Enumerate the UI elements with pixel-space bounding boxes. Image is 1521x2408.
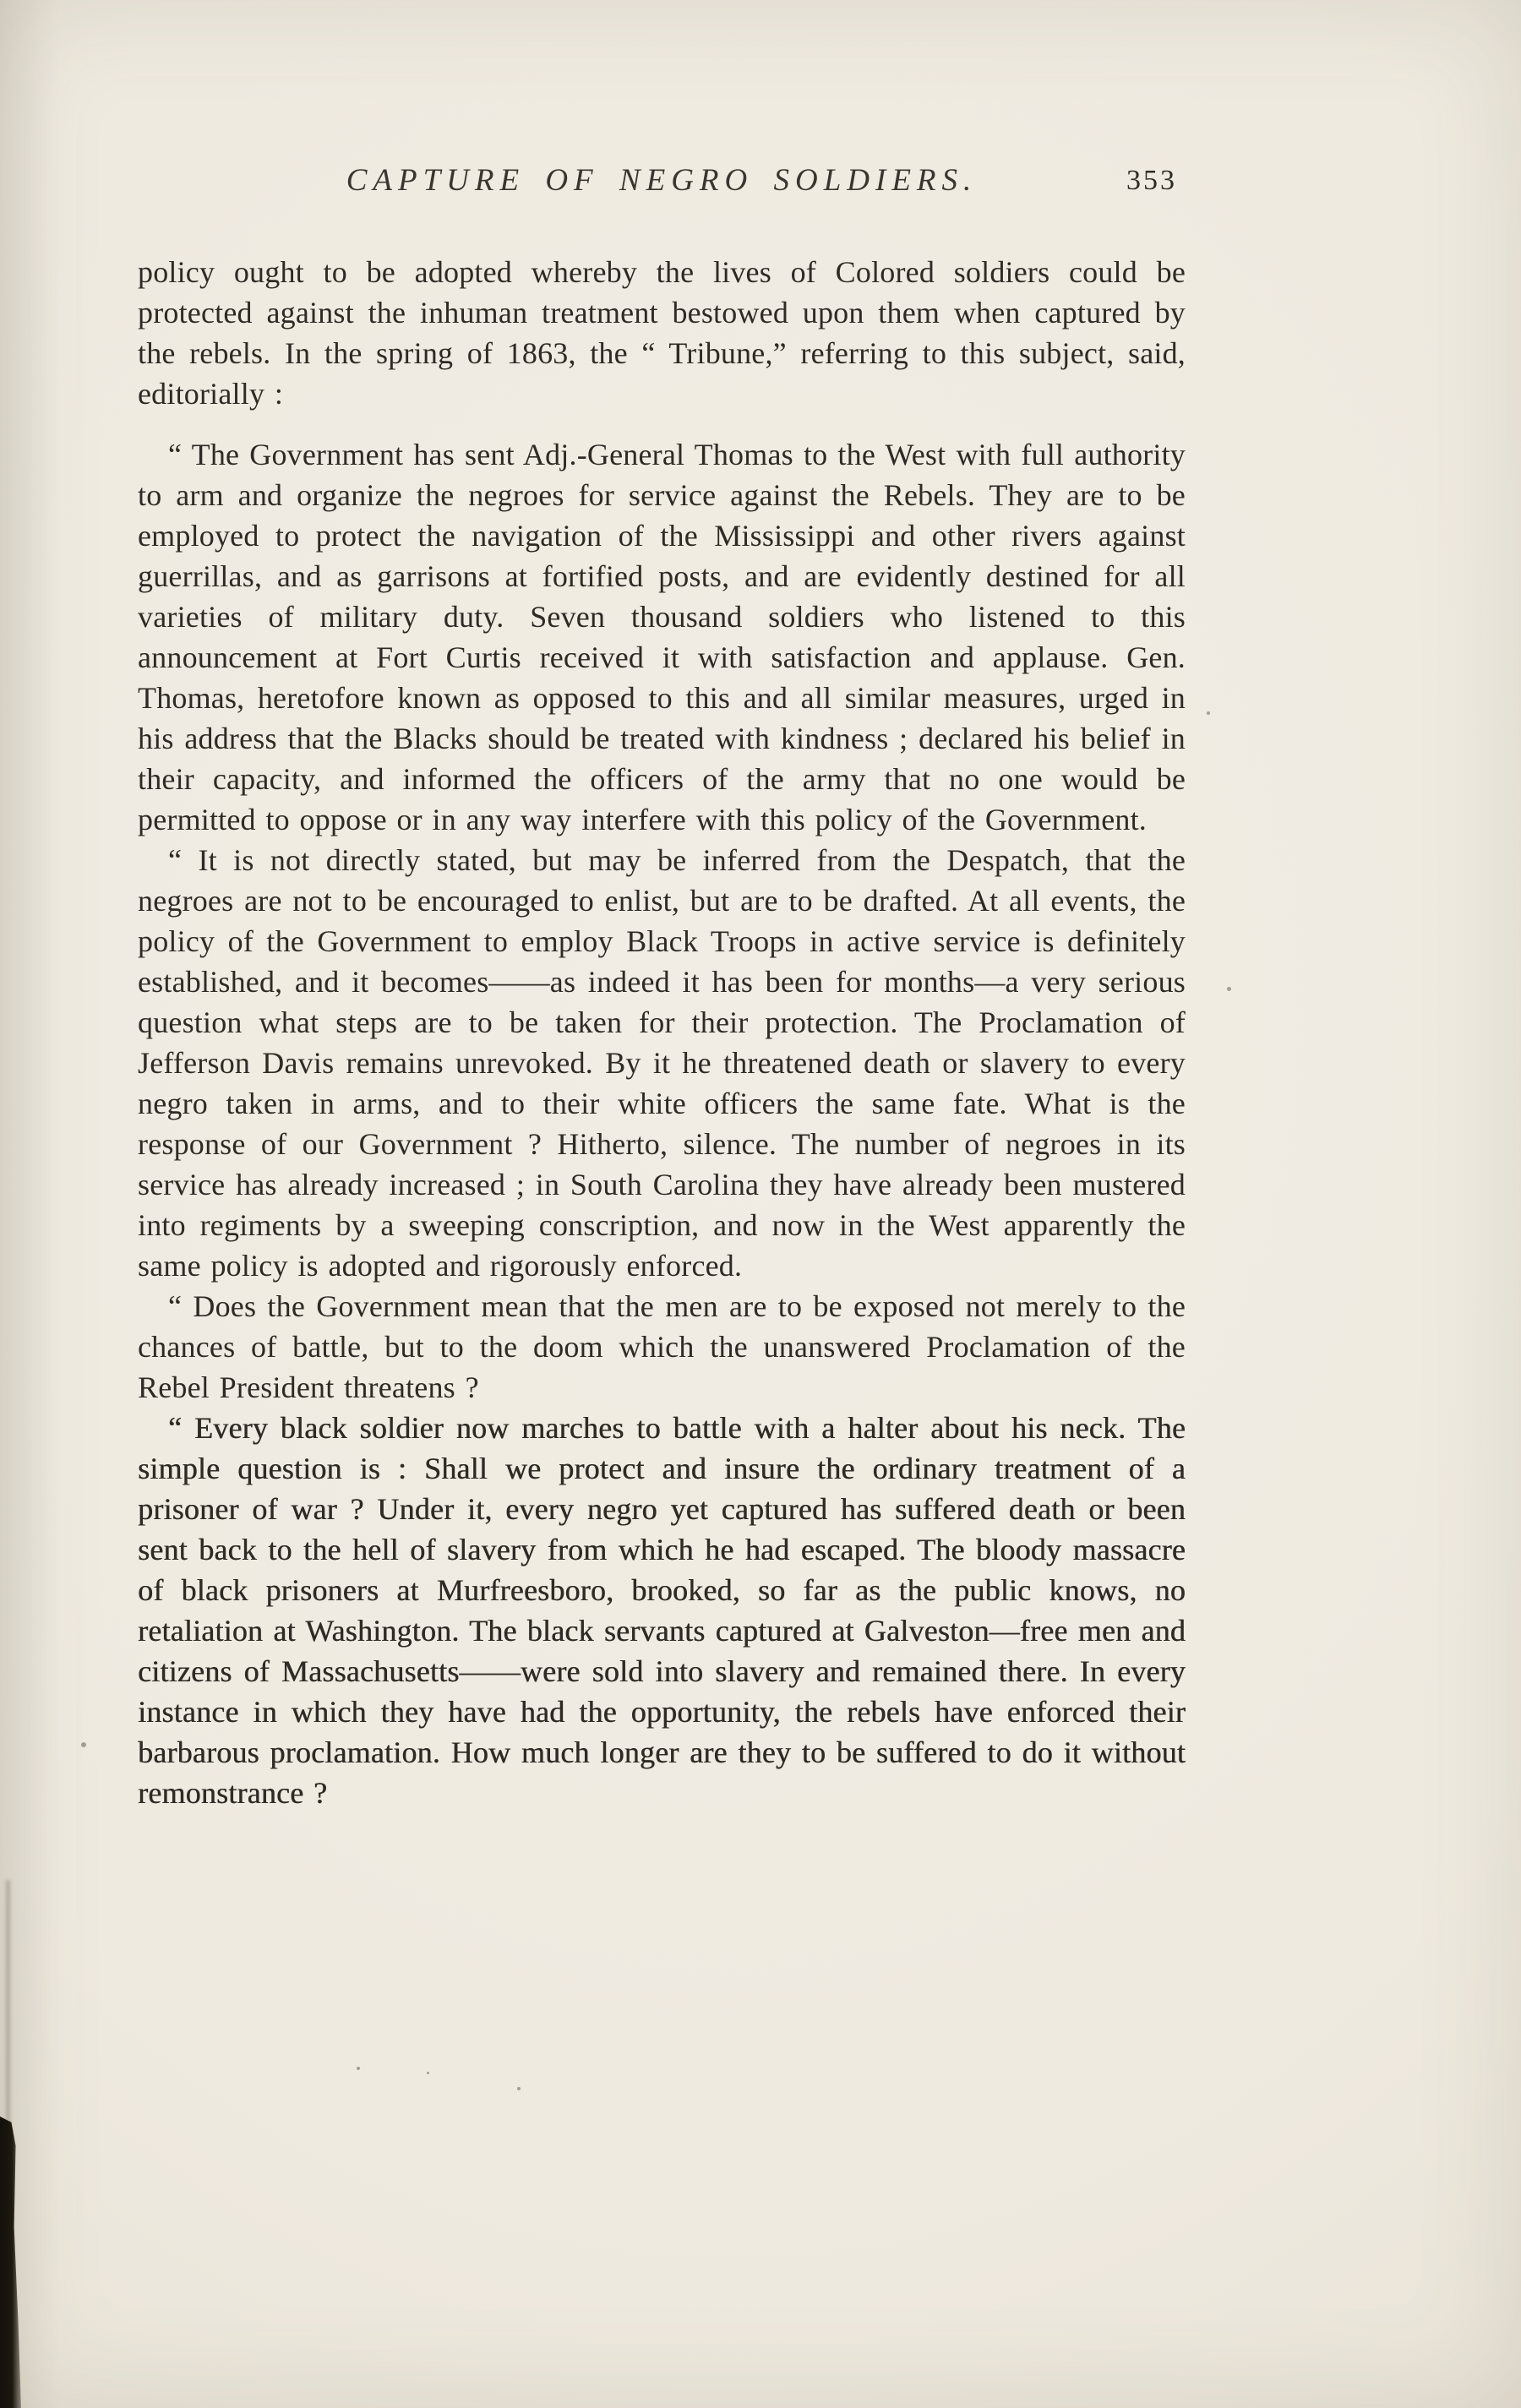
paper-speck: [357, 2067, 360, 2070]
paragraph: “ The Government has sent Adj.-General Thomas to the West with full authority to arm and organize the negroes for service against the Rebels. They are to be employed to protect the navigation of the Mississippi and other rivers against guerrillas, and as garrisons at fortified posts, and are evidently destined for all varieties of military duty. Seven thousand soldiers who listened to this announcement at Fort Curtis received it with satisfaction and applause. Gen. Thomas, heretofore known as opposed to this and all similar measures, urged in his address that the Blacks should be treated with kindness ; declared his belief in their capacity, and informed the officers of the army that no one would be permitted to oppose or in any way interfere with this policy of the Government.: [138, 438, 1186, 836]
paragraph: “ It is not directly stated, but may be inferred from the Despatch, that the negroes are not to be encouraged to enlist, but are to be drafted. At all events, the policy of the Government to employ Black Troops in active service is definitely established, and it becomes——as indeed it has been for months—a very serious question what steps are to be taken for their protection. The Proclamation of Jefferson Davis remains unrevoked. By it he threatened death or slavery to every negro taken in arms, and to their white officers the same fate. What is the response of our Government ? Hitherto, silence. The number of negroes in its service has already increased ; in South Carolina they have already been mustered into regiments by a sweeping conscription, and now in the West apparently the same policy is adopted and rigorously enforced.: [138, 843, 1186, 1283]
page-header: [138, 162, 1186, 203]
page-text: [138, 252, 1186, 1813]
paper-speck: [1227, 987, 1231, 991]
paper-speck: [517, 2087, 521, 2090]
paper-speck: [81, 1742, 86, 1747]
scan-dark-edge-strip: [0, 2117, 27, 2408]
text-block: [138, 162, 1186, 1813]
running-head-title: CAPTURE OF NEGRO SOLDIERS.: [346, 163, 978, 198]
page-number: 353: [1126, 165, 1177, 196]
paper-speck: [427, 2072, 429, 2074]
paper-speck: [1207, 711, 1210, 715]
scan-crease-line: [6, 1880, 10, 2133]
paragraph: policy ought to be adopted whereby the lives of Colored soldiers could be protected against the inhuman treatment bestowed upon them when captured by the rebels. In the spring of 1863, the “ Tribune,” referring to this subject, said, editorially :: [138, 255, 1186, 411]
paragraph: “ Does the Government mean that the men are to be exposed not merely to the chances of battle, but to the doom which the unanswered Proclamation of the Rebel President threatens ?: [138, 1289, 1186, 1404]
paragraph: “ Every black soldier now marches to battle with a halter about his neck. The simple question is : Shall we protect and insure the ordinary treatment of a prisoner of war ? Under it, every negro yet captured has suffered death or been sent back to the hell of slavery from which he had escaped. The bloody massacre of black prisoners at Murfreesboro, brooked, so far as the public knows, no retaliation at Washington. The black servants captured at Galveston—free men and citizens of Massachusetts——were sold into slavery and remained there. In every instance in which they have had the opportunity, the rebels have enforced their barbarous proclamation. How much longer are they to be suffered to do it without remonstrance ?: [138, 1411, 1186, 1810]
